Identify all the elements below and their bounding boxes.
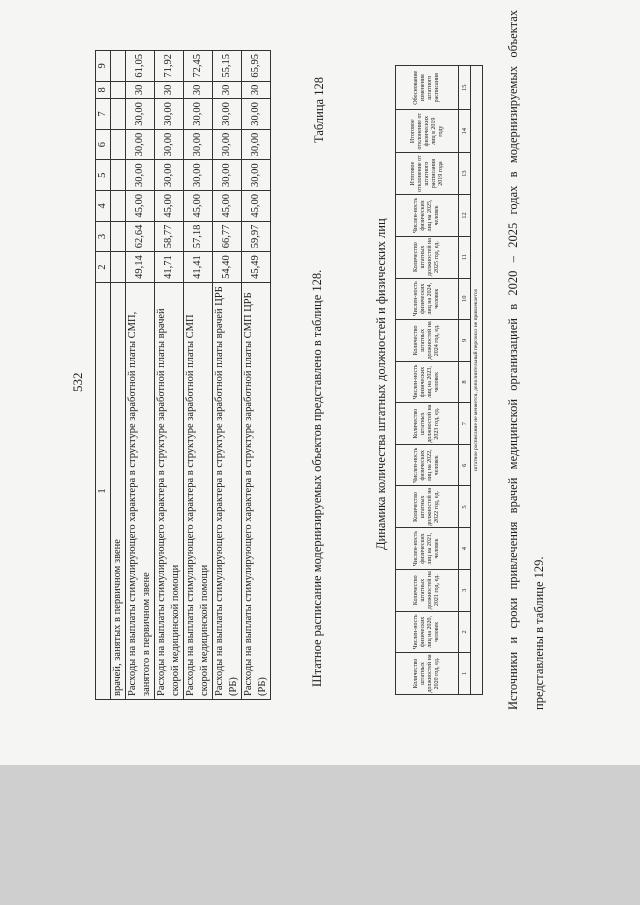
header-cell: Количество штатных должностей на 2021 год, ед. bbox=[396, 569, 459, 611]
column-number: 14 bbox=[459, 110, 471, 152]
column-number: 4 bbox=[459, 528, 471, 569]
span-note-cell: штатное расписание не меняется, дополнительный персонал не привлекается bbox=[471, 66, 483, 695]
table-cell: 45,00 bbox=[126, 191, 155, 222]
table-cell: 55,15 bbox=[213, 51, 242, 82]
column-number: 8 bbox=[459, 361, 471, 402]
row-description: Расходы на выплаты стимулирующего характера в структуре заработной платы СМП, занятого в первичном звене bbox=[126, 282, 155, 699]
header-cell: Итоговое отклонение от штатного расписания 2019 года bbox=[396, 152, 459, 194]
table-cell: 30 bbox=[213, 81, 242, 99]
table-cell: 45,49 bbox=[242, 252, 271, 283]
column-number: 1 bbox=[459, 652, 471, 694]
header-cell: 9 bbox=[96, 51, 111, 82]
header-cell: 2 bbox=[96, 252, 111, 283]
column-number: 6 bbox=[459, 445, 471, 486]
table-cell: 30,00 bbox=[184, 129, 213, 160]
table-cell: 45,00 bbox=[242, 191, 271, 222]
row-description: Расходы на выплаты стимулирующего характера в структуре заработной платы врачей скорой медицинской помощи bbox=[155, 282, 184, 699]
table-cell: 30,00 bbox=[126, 129, 155, 160]
column-number: 9 bbox=[459, 319, 471, 361]
table-cell: 45,00 bbox=[155, 191, 184, 222]
header-cell: Итоговое отклонение от физических лиц в 2019 году bbox=[396, 110, 459, 152]
header-cell: Количество штатных должностей на 2025 год, ед. bbox=[396, 236, 459, 278]
table-cell: 30 bbox=[155, 81, 184, 99]
table-cell: 30,00 bbox=[242, 99, 271, 130]
column-number: 5 bbox=[459, 486, 471, 528]
column-number: 2 bbox=[459, 611, 471, 652]
table-cell: 30,00 bbox=[184, 99, 213, 130]
table-row bbox=[111, 51, 126, 700]
table-cell: 58,77 bbox=[155, 221, 184, 252]
table-cell: 71,92 bbox=[155, 51, 184, 82]
table-cell: 45,00 bbox=[184, 191, 213, 222]
table-row bbox=[184, 51, 213, 700]
column-number: 11 bbox=[459, 236, 471, 278]
table-cell: 30,00 bbox=[184, 160, 213, 191]
header-cell: Числен-ность физических лиц на 2021, человек bbox=[396, 528, 459, 569]
header-cell: Числен-ность физических лиц на 2020, человек bbox=[396, 611, 459, 652]
column-number: 3 bbox=[459, 569, 471, 611]
column-number: 7 bbox=[459, 403, 471, 445]
page-number: 532 bbox=[70, 372, 85, 392]
table-cell: 30 bbox=[242, 81, 271, 99]
header-cell: Числен-ность физических лиц на 2024, человек bbox=[396, 278, 459, 319]
table-cell: 30,00 bbox=[242, 160, 271, 191]
table-row bbox=[242, 51, 271, 700]
column-number: 10 bbox=[459, 278, 471, 319]
table-cell: 57,18 bbox=[184, 221, 213, 252]
table-cell: 30,00 bbox=[213, 99, 242, 130]
table-cell: 59,97 bbox=[242, 221, 271, 252]
table-cell: 30,00 bbox=[213, 160, 242, 191]
column-number: 15 bbox=[459, 66, 471, 110]
table-cell: 54,40 bbox=[213, 252, 242, 283]
table-cell: 41,71 bbox=[155, 252, 184, 283]
expenses-table bbox=[95, 50, 271, 700]
table-cell: 30,00 bbox=[126, 160, 155, 191]
table-caption: Динамика количества штатных должностей и физических лиц bbox=[374, 218, 388, 550]
paragraph-sources: Источники и сроки привлечения врачей медицинской организацией в 2020 – 2025 годах в модернизируемых объектах представлены в таблице 129. bbox=[506, 10, 546, 710]
column-number-row bbox=[459, 66, 471, 695]
row-description: врачей, занятых в первичном звене bbox=[111, 282, 126, 699]
table-cell: 41,41 bbox=[184, 252, 213, 283]
header-cell: Количество штатных должностей на 2020 год, ед. bbox=[396, 652, 459, 694]
header-cell: 3 bbox=[96, 221, 111, 252]
table-cell: 30,00 bbox=[213, 129, 242, 160]
table-cell: 30,00 bbox=[126, 99, 155, 130]
table-header-row bbox=[96, 51, 111, 700]
header-cell: 6 bbox=[96, 129, 111, 160]
table-row bbox=[126, 51, 155, 700]
header-cell: Обоснование изменения штатного расписания bbox=[396, 66, 459, 110]
row-description: Расходы на выплаты стимулирующего характера в структуре заработной платы врачей ЦРБ (РБ) bbox=[213, 282, 242, 699]
table-cell: 30,00 bbox=[155, 160, 184, 191]
table-cell: 65,95 bbox=[242, 51, 271, 82]
table-cell: 45,00 bbox=[213, 191, 242, 222]
table-cell: 72,45 bbox=[184, 51, 213, 82]
header-cell: 8 bbox=[96, 81, 111, 99]
header-cell: Числен-ность физических лиц на 2025, человек bbox=[396, 195, 459, 236]
header-cell: 1 bbox=[96, 282, 111, 699]
paragraph-staffing: Штатное расписание модернизируемых объектов представлено в таблице 128. bbox=[310, 269, 324, 687]
row-description: Расходы на выплаты стимулирующего характера в структуре заработной платы СМП скорой медицинской помощи bbox=[184, 282, 213, 699]
table-cell: 49,14 bbox=[126, 252, 155, 283]
header-cell: 4 bbox=[96, 191, 111, 222]
header-cell: Числен-ность физических лиц на 2022, человек bbox=[396, 445, 459, 486]
table-cell: 30,00 bbox=[155, 99, 184, 130]
column-number: 13 bbox=[459, 152, 471, 194]
table-cell: 30 bbox=[184, 81, 213, 99]
table-cell: 30 bbox=[126, 81, 155, 99]
table-cell: 30,00 bbox=[155, 129, 184, 160]
table-cell: 62,64 bbox=[126, 221, 155, 252]
table-number-label: Таблица 128 bbox=[312, 77, 326, 143]
table-row bbox=[213, 51, 242, 700]
header-cell: Числен-ность физических лиц на 2023, человек bbox=[396, 361, 459, 402]
header-cell: 7 bbox=[96, 99, 111, 130]
table-header-row bbox=[396, 66, 459, 695]
table-cell: 61,05 bbox=[126, 51, 155, 82]
table-cell: 30,00 bbox=[242, 129, 271, 160]
staffing-table bbox=[395, 65, 483, 695]
header-cell: Количество штатных должностей на 2024 год, ед. bbox=[396, 319, 459, 361]
row-description: Расходы на выплаты стимулирующего характера в структуре заработной платы СМП ЦРБ (РБ) bbox=[242, 282, 271, 699]
table-row bbox=[471, 66, 483, 695]
table-row bbox=[155, 51, 184, 700]
column-number: 12 bbox=[459, 195, 471, 236]
header-cell: 5 bbox=[96, 160, 111, 191]
table-cell: 66,77 bbox=[213, 221, 242, 252]
header-cell: Количество штатных должностей на 2022 год, ед. bbox=[396, 486, 459, 528]
header-cell: Количество штатных должностей на 2023 год, ед. bbox=[396, 403, 459, 445]
